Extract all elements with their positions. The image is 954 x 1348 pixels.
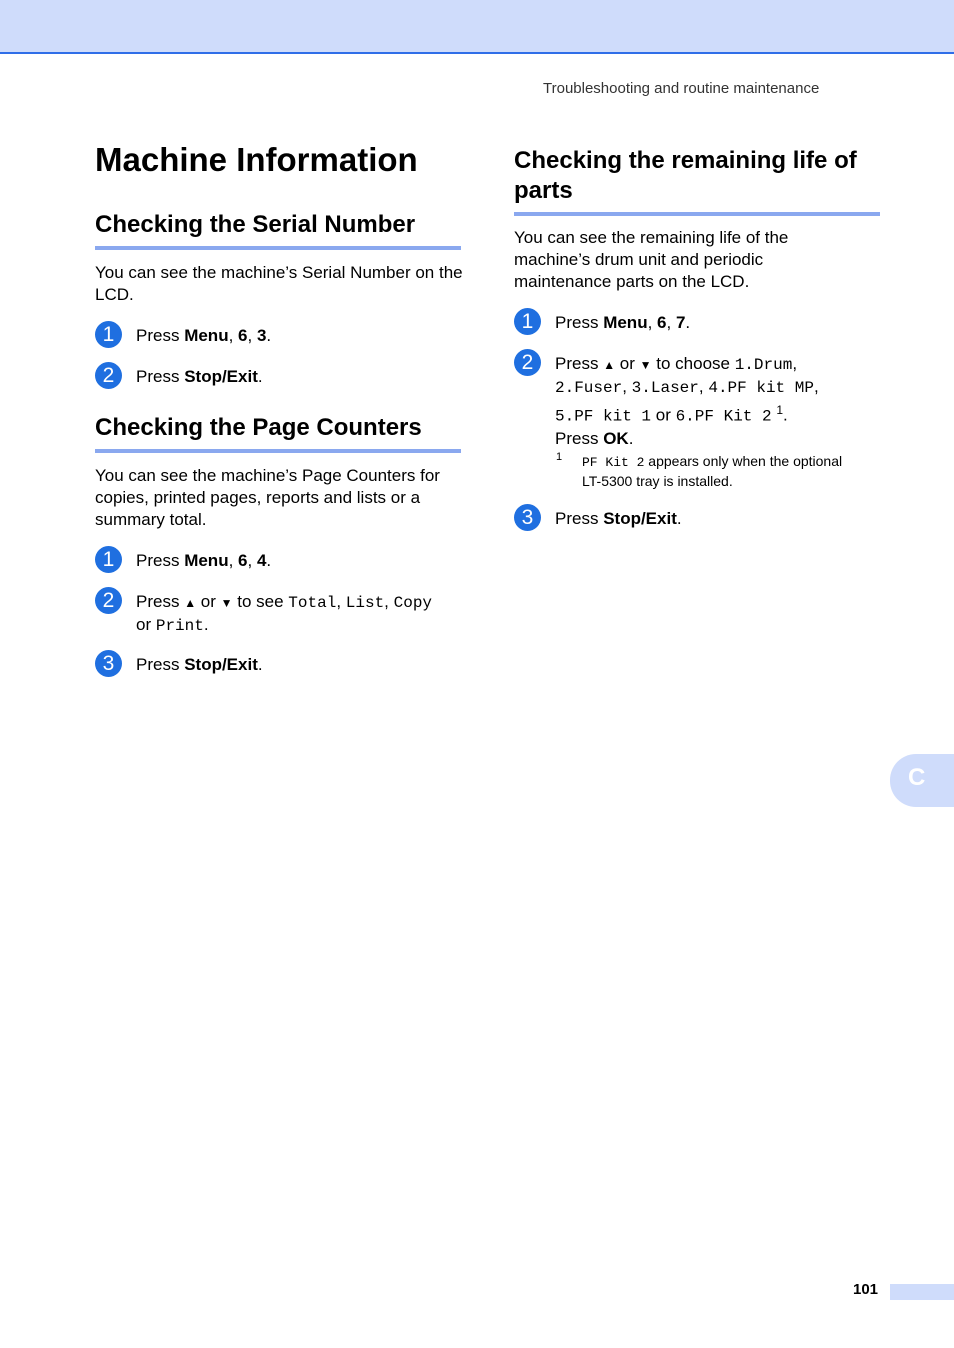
parts-step-3: Press Stop/Exit. xyxy=(555,509,682,528)
step-number-icon: 2 xyxy=(514,349,541,376)
parts-heading: Checking the remaining life of parts xyxy=(514,146,880,216)
down-arrow-icon: ▼ xyxy=(639,358,652,372)
running-head: Troubleshooting and routine maintenance xyxy=(543,80,820,97)
step-number-icon: 1 xyxy=(95,321,122,348)
serial-heading: Checking the Serial Number xyxy=(95,210,461,250)
counters-step-2: Press ▲ or ▼ to see Total, List, Copy or Print. xyxy=(136,592,433,635)
chapter-tab-label: C xyxy=(908,764,926,791)
serial-step-1: Press Menu, 6, 3. xyxy=(136,326,272,345)
page-title: Machine Information xyxy=(95,141,418,178)
up-arrow-icon: ▲ xyxy=(184,596,197,610)
parts-intro: You can see the remaining life of the machine’s drum unit and periodic maintenance parts on the LCD. xyxy=(514,228,789,291)
page-number-bar xyxy=(890,1284,954,1300)
step-number-icon: 2 xyxy=(95,587,122,614)
counters-intro: You can see the machine’s Page Counters for copies, printed pages, reports and lists or a summary total. xyxy=(95,466,440,529)
parts-step-2: Press ▲ or ▼ to choose 1.Drum, 2.Fuser, 3.Laser, 4.PF kit MP, 5.PF kit 1 or 6.PF Kit 2 $^1$. Press OK. xyxy=(555,354,819,448)
step-number-icon: 3 xyxy=(95,650,122,677)
serial-intro: You can see the machine’s Serial Number on the LCD. xyxy=(95,263,463,304)
counters-step-3: Press Stop/Exit. xyxy=(136,655,263,674)
step-number-icon: 1 xyxy=(514,308,541,335)
page-number: 101 xyxy=(853,1281,879,1298)
footnote-number: 1 xyxy=(556,451,563,463)
step-number-icon: 2 xyxy=(95,362,122,389)
up-arrow-icon: ▲ xyxy=(603,358,616,372)
down-arrow-icon: ▼ xyxy=(220,596,233,610)
footnote: PF Kit 2 appears only when the optional LT-5300 tray is installed. xyxy=(582,453,843,489)
counters-heading: Checking the Page Counters xyxy=(95,413,461,453)
serial-step-2: Press Stop/Exit. xyxy=(136,367,263,386)
chapter-tab xyxy=(890,754,954,807)
step-number-icon: 3 xyxy=(514,504,541,531)
counters-step-1: Press Menu, 6, 4. xyxy=(136,551,272,570)
parts-step-1: Press Menu, 6, 7. xyxy=(555,313,691,332)
top-band xyxy=(0,0,954,54)
step-number-icon: 1 xyxy=(95,546,122,573)
